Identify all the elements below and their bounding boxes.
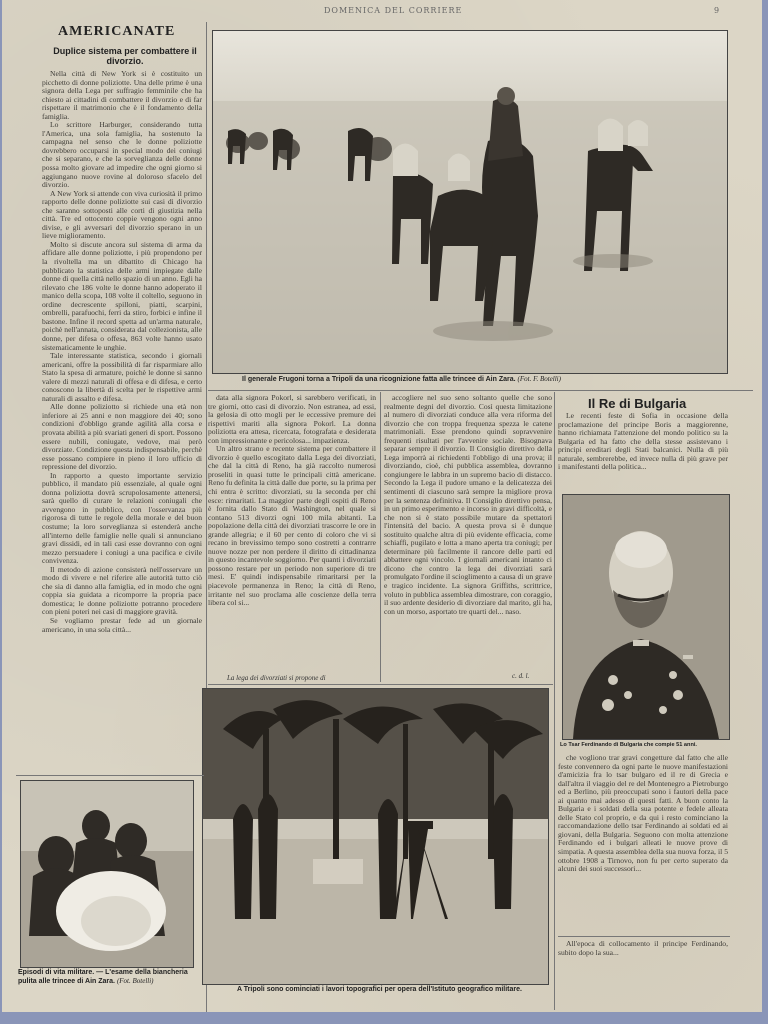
article-title: AMERICANATE <box>58 24 176 39</box>
paragraph: Se vogliamo prestar fede ad un giornale americano, in una sola città... <box>42 616 202 634</box>
paragraph: Alle donne poliziotto si richiede una età non inferiore ai 25 anni e non maggiore dei 40; sono condizioni d'obbligo grande agilità alla corsa e provata abilità a più svariati generi di sport. Possono essere nubili, coniugate, vedove, mai però divorziate. Condizione questa indispensabile, perchè esse possano compiere in pieno il loro ufficio di repressione del divorzio. <box>42 402 202 472</box>
section-rule <box>558 936 730 937</box>
article-body <box>558 940 728 1000</box>
paragraph: Lo scrittore Harburger, considerando tutta l'America, una sola famiglia, ha sostenuto la campagna nel senso che le donne poliziotte dovrebbero occuparsi in special modo dei coniugi che si separano, e che la sorveglianza delle donne possa molto giovare ad impedire che ogni giorno si aggiungano nuove rovine al doloroso sfacelo del divorzio. <box>42 120 202 190</box>
section-rule <box>208 390 753 391</box>
paragraph: Tale interessante statistica, secondo i giornali americani, offre la possibilità di far risparmiare allo Stato la spesa di armature, poichè le donne si sanno valere di mezzi naturali di offesa e di difesa, e certo conoscono la libertà di scelta per le rispettive armi naturali di assalto e difesa. <box>42 351 202 403</box>
column-rule <box>554 392 555 1010</box>
topographic-caption: A Tripoli sono cominciati i lavori topografici per opera dell'Istituto geografico militare. <box>237 986 522 993</box>
topographic-survey-photo <box>202 688 549 985</box>
article-signature: c. d. l. <box>512 672 530 680</box>
page-number: 9 <box>714 6 721 15</box>
photo-credit: (Fot. Botelli) <box>116 977 154 985</box>
paragraph: All'epoca di collocamento il principe Ferdinando, subito dopo la sua... <box>558 940 728 957</box>
paragraph: A New York si attende con viva curiosità il primo rapporto delle donne poliziotte sui casi di divorzio che saranno sottoposti alle corti di giustizia nella città. Tre ed ottocento coppie vengono ogni anno divise, e gli avversari del divorzio sperano in un lieve miglioramento. <box>42 188 202 241</box>
paragraph: Molto si discute ancora sul sistema di arma da affidare alle donne poliziotte, i più propendono per la rivoltella ma un dibattito di Chicago ha pubblicato la statistica delle armi impiegate dalle donne di quella città nello spazio di un anno. Egli ha rilevato che 186 volte le donne hanno adoperato il manico della scopa, 108 volte il coltello, seguono in ordine decrescente spilloni, piatti, scarpini, ombrelli, parafuochi, ferri da stiro, forbici e infine il bastone. Infine il record spetta ad un'arma naturale, poichè nell'annata, considerata dal collezionista, alle donne, per difesa o offesa, 863 volte hanno usato sistematicamente le unghie. <box>42 239 202 352</box>
paragraph: Un altro strano e recente sistema per combattere il divorzio è quello escogitato dalla Lega dei divorziati, che dal la città di Reno, ha già raccolto numerosi proseliti in quasi tutte le principali città americane. Reno fu definita la città dalle due porte, su la prima per chi entra è scritto: divorziati, su la seconda per chi esce: rimaritati. La maggior parte degli ospiti di Reno è fornita dallo Stato di Washington, nel quale si contano 513 divorzi ogni 100 mila abitanti. La popolazione della città dei divorziati trascorre le ore in grande allegria; e il 60 per cento di coloro che vi si recano in brevissimo tempo sono costretti a contrarre nuove nozze per non perdere il diritto di cittadinanza in questo incantevole soggiorno. Per quanti i divorziati possono restare per un periodo non superiore di tre mesi. E' quindi indispensabile rimaritarsi per la piacevole permanenza in Reno; la città di Reno, irritante nel suo proclama alle coscienze della terra libera col si... <box>208 444 376 608</box>
article-footer-line: La lega dei divorziati si propone di <box>227 674 326 682</box>
paragraph: Il metodo di azione consisterà nell'osservare un modo di vivere e nel riferire alle autorità tutto ciò che sia di danno alla famiglia, ed in modo che ogni coppia sia guidata a ricomporre la propria pace domestica; le donne poliziotte potranno procedere con pieni poteri nei casi di maggiore gravità. <box>42 564 202 617</box>
section-rule <box>16 775 204 776</box>
tsar-ferdinand-portrait <box>562 494 730 740</box>
article-body <box>208 394 376 672</box>
paragraph: Le recenti feste di Sofia in occasione della proclamazione del principe Boris a maggiorenne, hanno richiamata l'attenzione del mondo politico su la Bulgaria ed ha fatto che della stesse assistevano i principi ereditari degli Stati balcanici. Nulla di più naturale, sembrerebbe, ed invece nulla di più grave per i manifestanti della politica... <box>558 412 728 472</box>
article-body <box>558 412 728 490</box>
photo-credit: (Fot. F. Botelli) <box>517 375 561 383</box>
paragraph: accogliere nel suo seno soltanto quelle che sono realmente degni del divorzio. Così questa limitazione al numero di divorziati conduce alla vera riforma del divorzio che con troppa frequenza spezza le catene matrimoniali. Esse prendono quindi sopravvenire frequenti risultati per l'avvenire sociale. Bisognava separar sempre il divorzio. Il Consiglio direttivo della Lega imporrà ai richiedenti l'obbligo di una prova; il divorziando, cioè, chi pubblica assemblea, dovranno congiungere le labbra in un supremo bacio di distacco. Secondo la Lega il pudore umano e la delicatezza dei sentimenti di ciascuno sarà sempre la migliore prova per la sentenza definitiva. Il Consiglio direttivo pensa, in un primo esperimento e incorso in gravi difficoltà, e che non si è stato possibile mutare da spettatori l'intensità del bacio. A questa prova si è dunque sostituito qualche altra di più evidente efficacia, come schiaffi, pugilato e lotta a mano aperta tra coniugi; per determinare più facilmente il rancore delle parti ed abbattere ogni vincolo. I giornali americani intanto ci dicono che contro la lega dei divorziati sarà promulgato l'ordine il scioglimento a causa di un grave e tragico incidente. La signora Griffiths, scrittrice, voluto in pubblica assemblea dimostrare, con coraggio, il suo ardente desiderio di divorziare dal marito, gli ha, con un morso, asportato tre quarti del... naso. <box>384 394 552 616</box>
paragraph: Nella città di New York si è costituito un picchetto di donne poliziotte. Una delle prime è una signora della Lega per suffragio femminile che ha chiesto ai cittadini di combattere il divorzio e di far rispettare il matrimonio che è il fondamento della famiglia. <box>42 70 202 121</box>
caption-text: Episodi di vita militare. — L'esame della biancheria pulita alle trincee di Ain Zara. <box>18 969 188 985</box>
portrait-caption: Lo Tsar Ferdinando di Bulgaria che compie 51 anni. <box>560 742 697 748</box>
cavalry-photo <box>212 30 728 374</box>
article-body <box>558 754 728 932</box>
article-body <box>42 70 202 770</box>
cavalry-caption <box>242 375 692 384</box>
caption-text: Il generale Frugoni torna a Tripoli da una ricognizione fatta alle trincee di Ain Zara. <box>242 376 516 383</box>
paragraph: che vogliono trar gravi congetture dal fatto che alle feste convennero da ogni parte le nuove manifestazioni d'amicizia fra lo tsar bulgaro ed il re di Grecia e dall'altra il viaggio del re del Montenegro a Pietroburgo ed a Berlino, più preoccupati sono i fautori della pace ai quanto mai adesso di questi fatti. A buon conto la Bulgaria e i soldati della sua potente e fedele alleata delle Stato col proprio, e da qui i resto cominciano la raccomandazione dello tsar Ferdinando ai soldati ed ai giovani, della Bulgaria. Seguono con molta attenzione Ferdinando ed i bulgari alleati le nuove prove di simpatia. A questa assemblea della sua nuova forza, il 5 ottobre 1908 a Tirnovo, non fu per certo superato da alcuni dei suoi successori... <box>558 754 728 874</box>
newspaper-page <box>2 0 762 1012</box>
paragraph: In rapporto a questo importante servizio pubblico, il mandato più essenziale, al quale ogni donna poliziotta dovrà scrupolosamente attenersi, sarà quello di curare le relazioni coniugali che avvengono in pubblico, con l'osservanza più rigorosa di tutte le regole della morale e del buon costume; la loro sorveglianza si estenderà anche all'interno delle famiglie nelle quali si annunciano gravi dissidi, ed in tali casi esse dovranno con ogni mezzo persuadere i coniugi a una pacifica e civile convivenza. <box>42 470 202 566</box>
page-header-title: DOMENICA DEL CORRIERE <box>324 6 463 15</box>
column-rule <box>380 392 381 682</box>
military-caption <box>18 969 200 986</box>
section-rule <box>208 684 553 685</box>
article-subtitle: Duplice sistema per combattere il divorzio. <box>53 46 197 66</box>
article-title: Il Re di Bulgaria <box>588 396 687 411</box>
article-body <box>384 394 552 668</box>
military-life-photo <box>20 780 194 968</box>
paragraph: data alla signora Pokorl, si sarebbero verificati, in tre giorni, otto casi di divorzio. Non estranea, ad essi, la gelosia di otto mogli per le eccessive premure dei rispettivi mariti alla signora Pokorl. La donna poliziotta era attesa, ricercata, fotografata e desiderata con impressionante e pericolosa... impazienza. <box>208 394 376 445</box>
